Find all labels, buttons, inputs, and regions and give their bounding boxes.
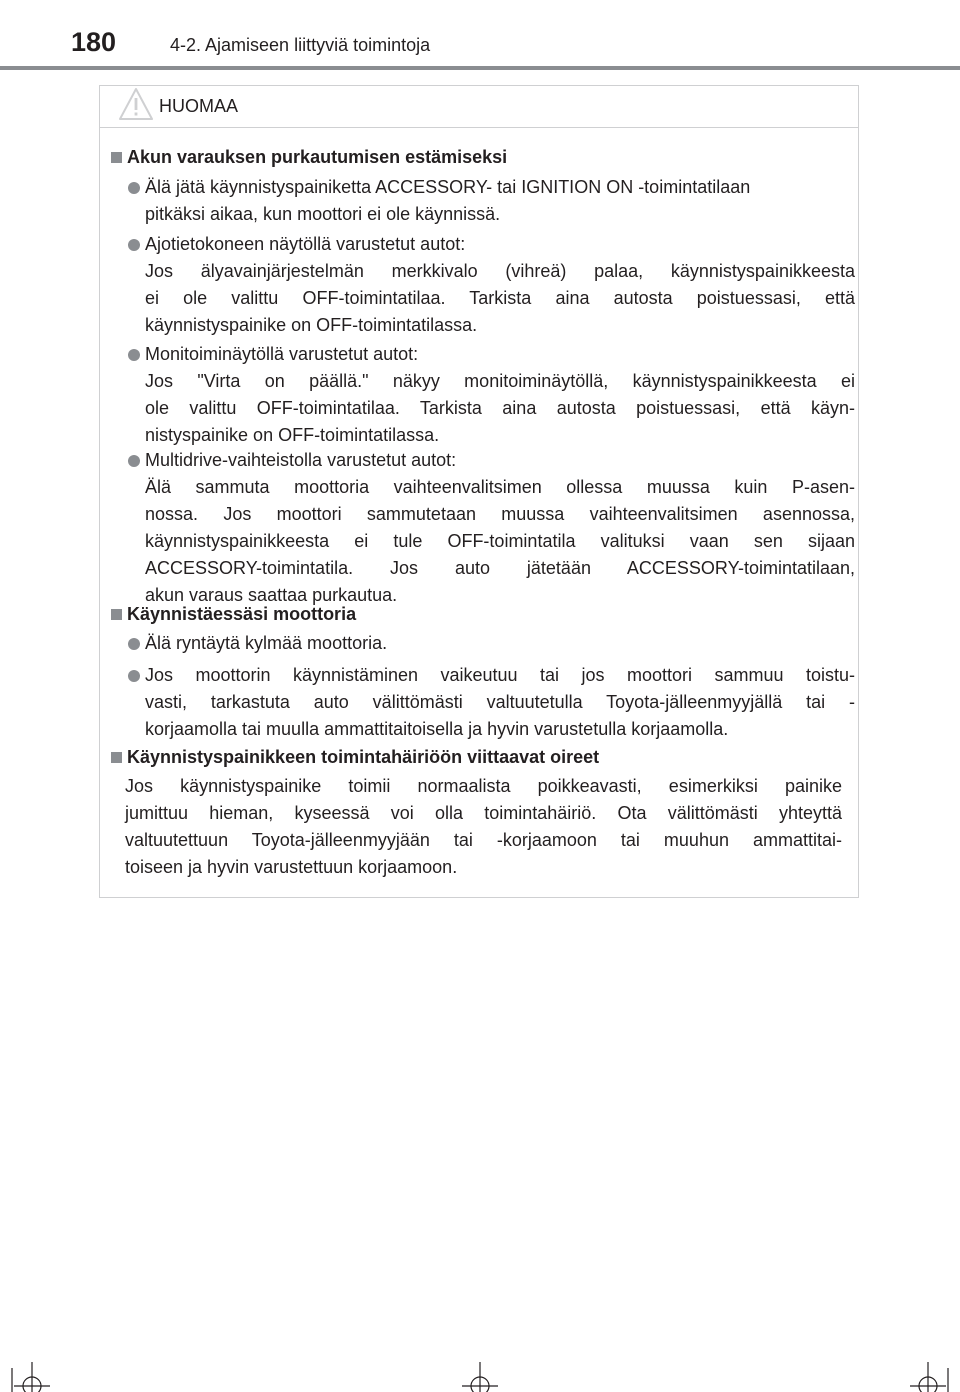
bullet-item: Monitoiminäytöllä varustetut autot: Jos "Virta on päällä." näkyy monitoiminäytöllä, käynnistyspainikkeesta ei ole valittu OFF-toimintatilaa. Tarkista aina autosta poistuessasi, että käyn- nistyspainike on OFF-toimintatilassa. [145, 341, 855, 449]
square-bullet-icon [111, 152, 122, 163]
round-bullet-icon [128, 349, 140, 361]
bullet-item: Ajotietokoneen näytöllä varustetut autot: Jos älyavainjärjestelmän merkkivalo (vihreä) palaa, käynnistyspainikkeesta ei ole valittu OFF-toimintatilaa. Tarkista aina autosta poistuessasi, että käynnistyspainike on OFF-toimintatilassa. [145, 231, 855, 339]
paragraph: Jos käynnistyspainike toimii normaalista poikkeavasti, esimerkiksi painike jumittuu hieman, kyseessä voi olla toimintahäiriö. Ota välittömästi yhteyttä valtuutettuun Toyota-jälleenmyyjään tai -korjaamoon tai muuhun ammattitai- toiseen ja hyvin varustettuun korjaamoon. [125, 776, 842, 877]
bullet-item: Multidrive-vaihteistolla varustetut autot: Älä sammuta moottoria vaihteenvalitsimen ollessa muussa kuin P-asen- nossa. Jos moottori sammutetaan muussa vaihteenvalitsimen asennossa, käynnistyspainikkeesta ei tule OFF-toimintatila valituksi vaan sen sijaan ACCESSORY-toimintatila. Jos auto jätetään ACCESSORY-toimintatilaan, akun varaus saattaa purkautua. [145, 447, 855, 609]
bullet-item: Jos moottorin käynnistäminen vaikeutuu tai jos moottori sammuu toistu- vasti, tarkastuta auto välittömästi valtuutetulla Toyota-jälleenmyyjällä tai - korjaamolla tai muulla ammattitaitoisella ja hyvin varustetulla korjaamolla. [145, 662, 855, 743]
caution-box [99, 85, 859, 898]
square-bullet-icon [111, 752, 122, 763]
section-title: 4-2. Ajamiseen liittyviä toimintoja [170, 35, 431, 55]
page-number: 180 [71, 27, 117, 57]
bullet-item: Älä ryntäytä kylmää moottoria. [145, 630, 855, 657]
section-heading: Akun varauksen purkautumisen estämiseksi [111, 144, 507, 170]
registration-mark-icon [458, 1362, 502, 1392]
registration-mark-icon [906, 1362, 950, 1392]
caution-header [100, 86, 858, 128]
page-header [0, 0, 960, 72]
caution-title: HUOMAA [159, 96, 239, 116]
round-bullet-icon [128, 455, 140, 467]
header-rule [0, 66, 960, 70]
warning-triangle-icon [118, 87, 154, 121]
square-bullet-icon [111, 609, 122, 620]
bullet-item: Älä jätä käynnistyspainiketta ACCESSORY- tai IGNITION ON -toimintatilaan pitkäksi aikaa, kun moottori ei ole käynnissä. [145, 174, 855, 228]
section-heading: Käynnistäessäsi moottoria [111, 601, 356, 627]
section-heading: Käynnistyspainikkeen toimintahäiriöön viittaavat oireet [111, 744, 599, 770]
registration-mark-icon [10, 1362, 54, 1392]
round-bullet-icon [128, 239, 140, 251]
round-bullet-icon [128, 182, 140, 194]
round-bullet-icon [128, 670, 140, 682]
round-bullet-icon [128, 638, 140, 650]
